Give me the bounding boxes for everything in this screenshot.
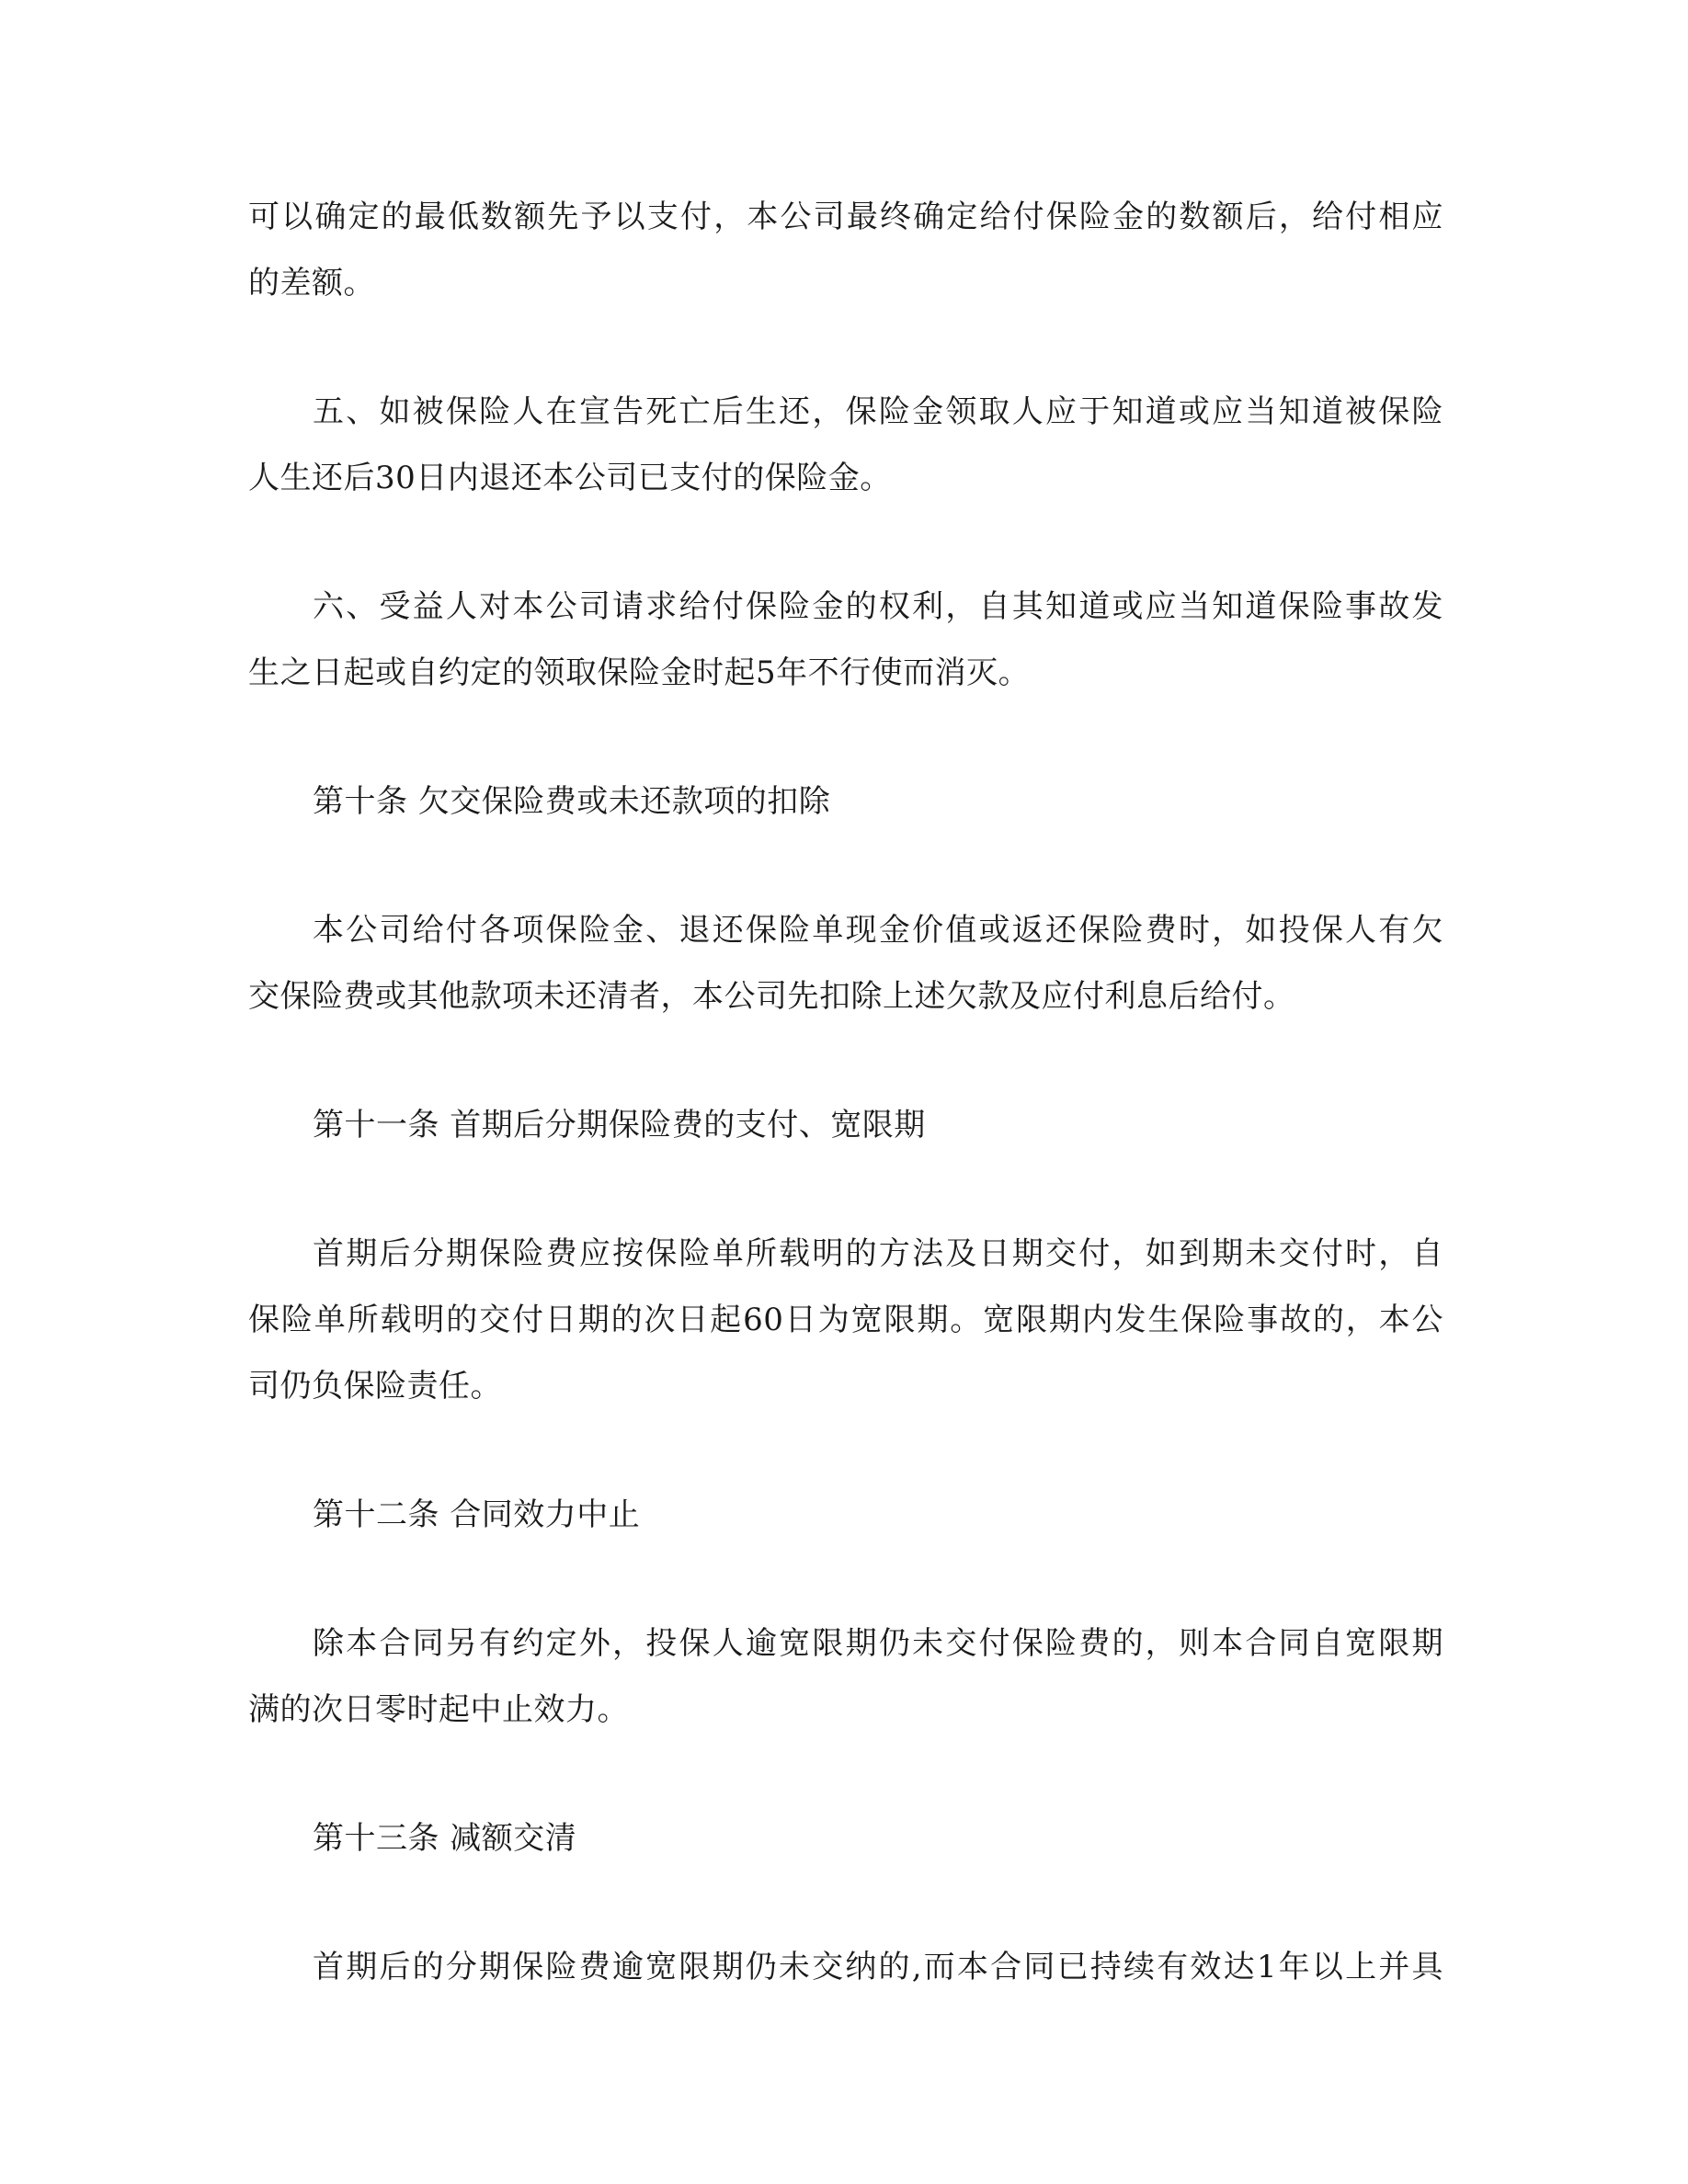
paragraph-line: 的差额。 [248, 265, 375, 301]
paragraph-line: 五、如被保险人在宣告死亡后生还，保险金领取人应于知道或应当知道被保险 [313, 393, 1443, 430]
paragraph-line: 生之日起或自约定的领取保险金时起5年不行使而消灭。 [248, 654, 1031, 691]
paragraph-line: 本公司给付各项保险金、退还保险单现金价值或返还保险费时，如投保人有欠 [313, 912, 1443, 949]
paragraph-line: 满的次日零时起中止效力。 [248, 1691, 629, 1728]
section-heading: 第十二条 合同效力中止 [313, 1496, 641, 1533]
paragraph-line: 交保险费或其他款项未还清者，本公司先扣除上述欠款及应付利息后给付。 [248, 978, 1295, 1015]
section-heading: 第十三条 减额交清 [313, 1820, 577, 1857]
paragraph-line: 首期后的分期保险费逾宽限期仍未交纳的,而本合同已持续有效达1年以上并具 [313, 1949, 1443, 1985]
paragraph-line: 保险单所载明的交付日期的次日起60日为宽限期。宽限期内发生保险事故的，本公 [248, 1302, 1443, 1338]
paragraph-line: 人生还后30日内退还本公司已支付的保险金。 [248, 460, 892, 496]
paragraph-line: 除本合同另有约定外，投保人逾宽限期仍未交付保险费的，则本合同自宽限期 [313, 1625, 1443, 1662]
paragraph-line: 首期后分期保险费应按保险单所载明的方法及日期交付，如到期未交付时，自 [313, 1235, 1443, 1272]
section-heading: 第十条 欠交保险费或未还款项的扣除 [313, 783, 831, 820]
paragraph-line: 六、受益人对本公司请求给付保险金的权利，自其知道或应当知道保险事故发 [313, 588, 1443, 625]
paragraph-line: 可以确定的最低数额先予以支付，本公司最终确定给付保险金的数额后，给付相应 [248, 199, 1443, 235]
section-heading: 第十一条 首期后分期保险费的支付、宽限期 [313, 1107, 926, 1143]
paragraph-line: 司仍负保险责任。 [248, 1368, 502, 1405]
